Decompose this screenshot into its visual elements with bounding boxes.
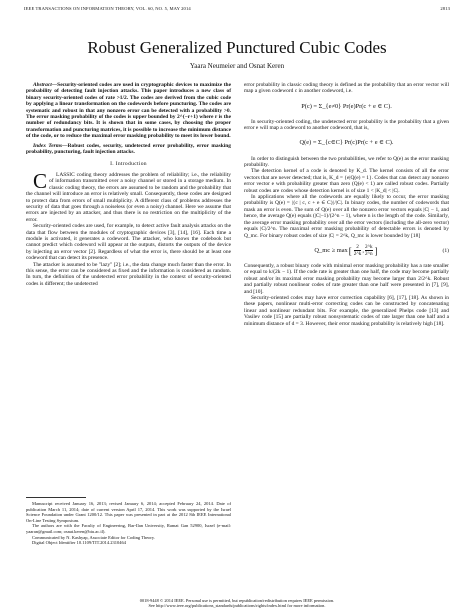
- equation-frac-a: [354, 244, 362, 257]
- intro-paragraph-1-text: LASSIC coding theory addresses the problem of reliability; i.e., the reliability of information transmitted over a noisy channel or stored in a storage medium. In classic coding theory, the errors are assumed to be random and the probability that the channel will introduce an error is relatively small. Consequently, these codes are designed to protect data from errors of small multiplicity. A different class of problems addresses the security of data that goes through a noiseless (or even a noisy) channel. Here we assume that errors are injected by an attacker, and thus there is no restriction on the multiplicity of the error.: [26, 171, 231, 223]
- right-paragraph-2: In security-oriented coding, the undetected error probability is the probability that a given error e will map a codeword to another codeword, that is,: [244, 118, 449, 132]
- intro-paragraph-1: [26, 168, 231, 223]
- footer-copyright: 0018-9448 © 2014 IEEE. Personal use is permitted, but republication/redistribution requires IEEE permission.: [139, 598, 335, 603]
- journal-header: IEEE TRANSACTIONS ON INFORMATION THEORY, VOL. 60, NO. 5, MAY 2014: [24, 6, 191, 11]
- index-terms-text: Robust codes, security, undetected error probability, error masking probability, puncturing, fault injection attacks.: [26, 142, 231, 156]
- right-paragraph-1: error probability in classic coding theory is defined as the probability that an error vector will map a given codeword c in another codeword, i.e.: [244, 82, 449, 95]
- paper-title: Robust Generalized Punctured Cubic Codes: [87, 38, 387, 57]
- intro-paragraph-2: Security-oriented codes are used, for example, to detect active fault analysis attacks on the data that flow between the modules of cryptographic devices [3], [14], [16]. Each time a module is activated, it generates a codeword. The attacker, who knows the codebook but cannot predict which codeword will appear at the outputs, distorts the outputs of the device by injecting an error vector [2]. Regardless of what the error is, there should be at least one codeword that can detect its presence.: [26, 223, 231, 262]
- right-column: [244, 82, 449, 327]
- abstract-text: Security-oriented codes are used in cryptographic devices to maximize the probability of detecting fault injection attacks. This paper introduces a new class of binary security-oriented codes of rate >1/2. The codes are derived from the cubic code by applying a linear transformation on the codewords before puncturing. The codes are systematic and robust in that any nonzero error can be detected with a probability >0. The error masking probability of the codes is upper bounded by 2^(−r+1) where r is the number of redundancy bits. It is shown that in some cases, by choosing the proper transformation and puncturing matrices, it is possible to increase the minimum distance of the code, or to reduce the maximal error masking probability to meet its lower bound.: [26, 82, 231, 140]
- equation-qe: [244, 136, 449, 152]
- abstract: [26, 82, 231, 140]
- index-terms: [26, 143, 231, 156]
- section-title: I. Introduction: [110, 161, 147, 168]
- footer-rights-link: See http://www.ieee.org/publications_standards/publications/rights/index.html for more information.: [148, 603, 326, 609]
- footnote-authors: The authors are with the Faculty of Engineering, Bar-Ilan University, Ramat Gan 52900, Israel (e-mail: yaaran@gmail.com; osnat.keren@biu.ac.il).: [26, 523, 231, 534]
- footnote-communicated: Communicated by N. Kashyap, Associate Editor for Coding Theory.: [32, 534, 155, 540]
- right-paragraph-4: The detection kernel of a code is denoted by K_d. The kernel consists of all the error vectors that are never detected; that is, K_d = {e|Q(e) = 1}. Codes that can detect any nonzero error vector e with probability greater than zero (Q(e) < 1) are called robust codes. Partially robust codes are codes whose detection kernel is of size 1 < |K_d| < |C|.: [244, 168, 449, 194]
- page-footer: [0, 598, 474, 608]
- equation-bracket-open: [: [348, 245, 352, 256]
- right-paragraph-5: In applications where all the codewords are equally likely to occur, the error masking probability is Q(e) = |{c | c, c + e ∈ C}|/|C|. In binary codes, the number of codewords that mask an error is even. The sum of Q(e) over all the nonzero error vectors equals |C| − 1, and hence, the average Q(e) equals (|C|−1)/(2^n − 1), where n is the length of the code. Similarly, the average error masking probability over all the error vectors (including the all-zero vector) equals |C|/2^n. The maximal error masking probability of detectable errors is denoted by Q_mc. For binary robust codes of size |C| = 2^k, Q_mc is lower bounded by [18]: [244, 194, 449, 239]
- equation-pc: [244, 99, 449, 115]
- intro-paragraph-3: The attacker is assumed to be "lazy" [2]; i.e., the data change much faster than the error. In this sense, the error can be considered as fixed and the information is considered as random. In turn, the definition of the undetected error probability in the context of security-oriented codes is different; the undetected: [26, 261, 231, 287]
- page-number: 2813: [440, 6, 450, 11]
- equation-frac-b: [365, 244, 373, 257]
- footnote-doi: Digital Object Identifier 10.1109/TIT.2014.2310464: [32, 540, 126, 546]
- right-paragraph-6: Consequently, a robust binary code with minimal error masking probability has a rate smaller or equal to k/(2k − 1). If the code rate is greater than one half, the code may become partially robust and/or its maximal error masking probability may become larger than 2/2^k. Robust and partially robust nonlinear codes of rate greater than one half were presented in [7], [9], and [10].: [244, 262, 449, 295]
- drop-cap: C: [33, 168, 48, 193]
- frac-b-num: 2^k: [364, 244, 373, 251]
- equation-qe-text: Q(e) = Σ_{c∈C} Pr(c)Pr(c + e ∈ C).: [299, 139, 394, 147]
- frac-a-den: 2^k: [353, 251, 362, 258]
- frac-b-den: 2^n: [364, 251, 373, 258]
- equation-bracket-close: ]: [374, 245, 378, 256]
- abstract-lead: Abstract—: [33, 82, 58, 88]
- frac-a-num: 2: [356, 244, 359, 251]
- left-column: [26, 82, 231, 287]
- right-paragraph-3: In order to distinguish between the two probabilities, we refer to Q(e) as the error masking probability.: [244, 155, 449, 169]
- footnote: [26, 497, 231, 546]
- running-header: [24, 6, 450, 16]
- equation-pc-text: P(c) = Σ_{e≠0} Pr(e)Pr(c + e ∈ C).: [301, 102, 392, 110]
- footnote-rule: [26, 497, 86, 498]
- index-terms-lead: Index Terms—: [33, 142, 68, 149]
- paper-authors: Yaara Neumeier and Osnat Keren: [189, 62, 285, 70]
- equation-number: (1): [442, 247, 449, 254]
- equation-bound: [244, 243, 449, 259]
- right-paragraph-7: Security-oriented codes may have error correction capability [6], [17], [18]. As shown in these papers, nonlinear multi-error correcting codes can be constructed by concatenating linear and nonlinear redundant bits. For example, the generalized Phelps code [13] and Vasilev code [15] are partially robust nonsystematic codes of rate larger than one half and a minimum distance of d = 3. However, their error masking probability is relatively high [18].: [244, 294, 449, 327]
- equation-comma: ,: [362, 246, 364, 254]
- footnote-manuscript: Manuscript received January 16, 2013; revised January 6, 2014; accepted February 24, 2014. Date of publication March 11, 2014; date of current version April 17, 2014. This work was supported by the Israel Science Foundation under Grant 1200/12. This paper was presented in part at the 2012 8th IEEE International On-Line Testing Symposium.: [26, 501, 231, 523]
- equation-bound-lhs: Q_mc ≥ max: [314, 246, 348, 254]
